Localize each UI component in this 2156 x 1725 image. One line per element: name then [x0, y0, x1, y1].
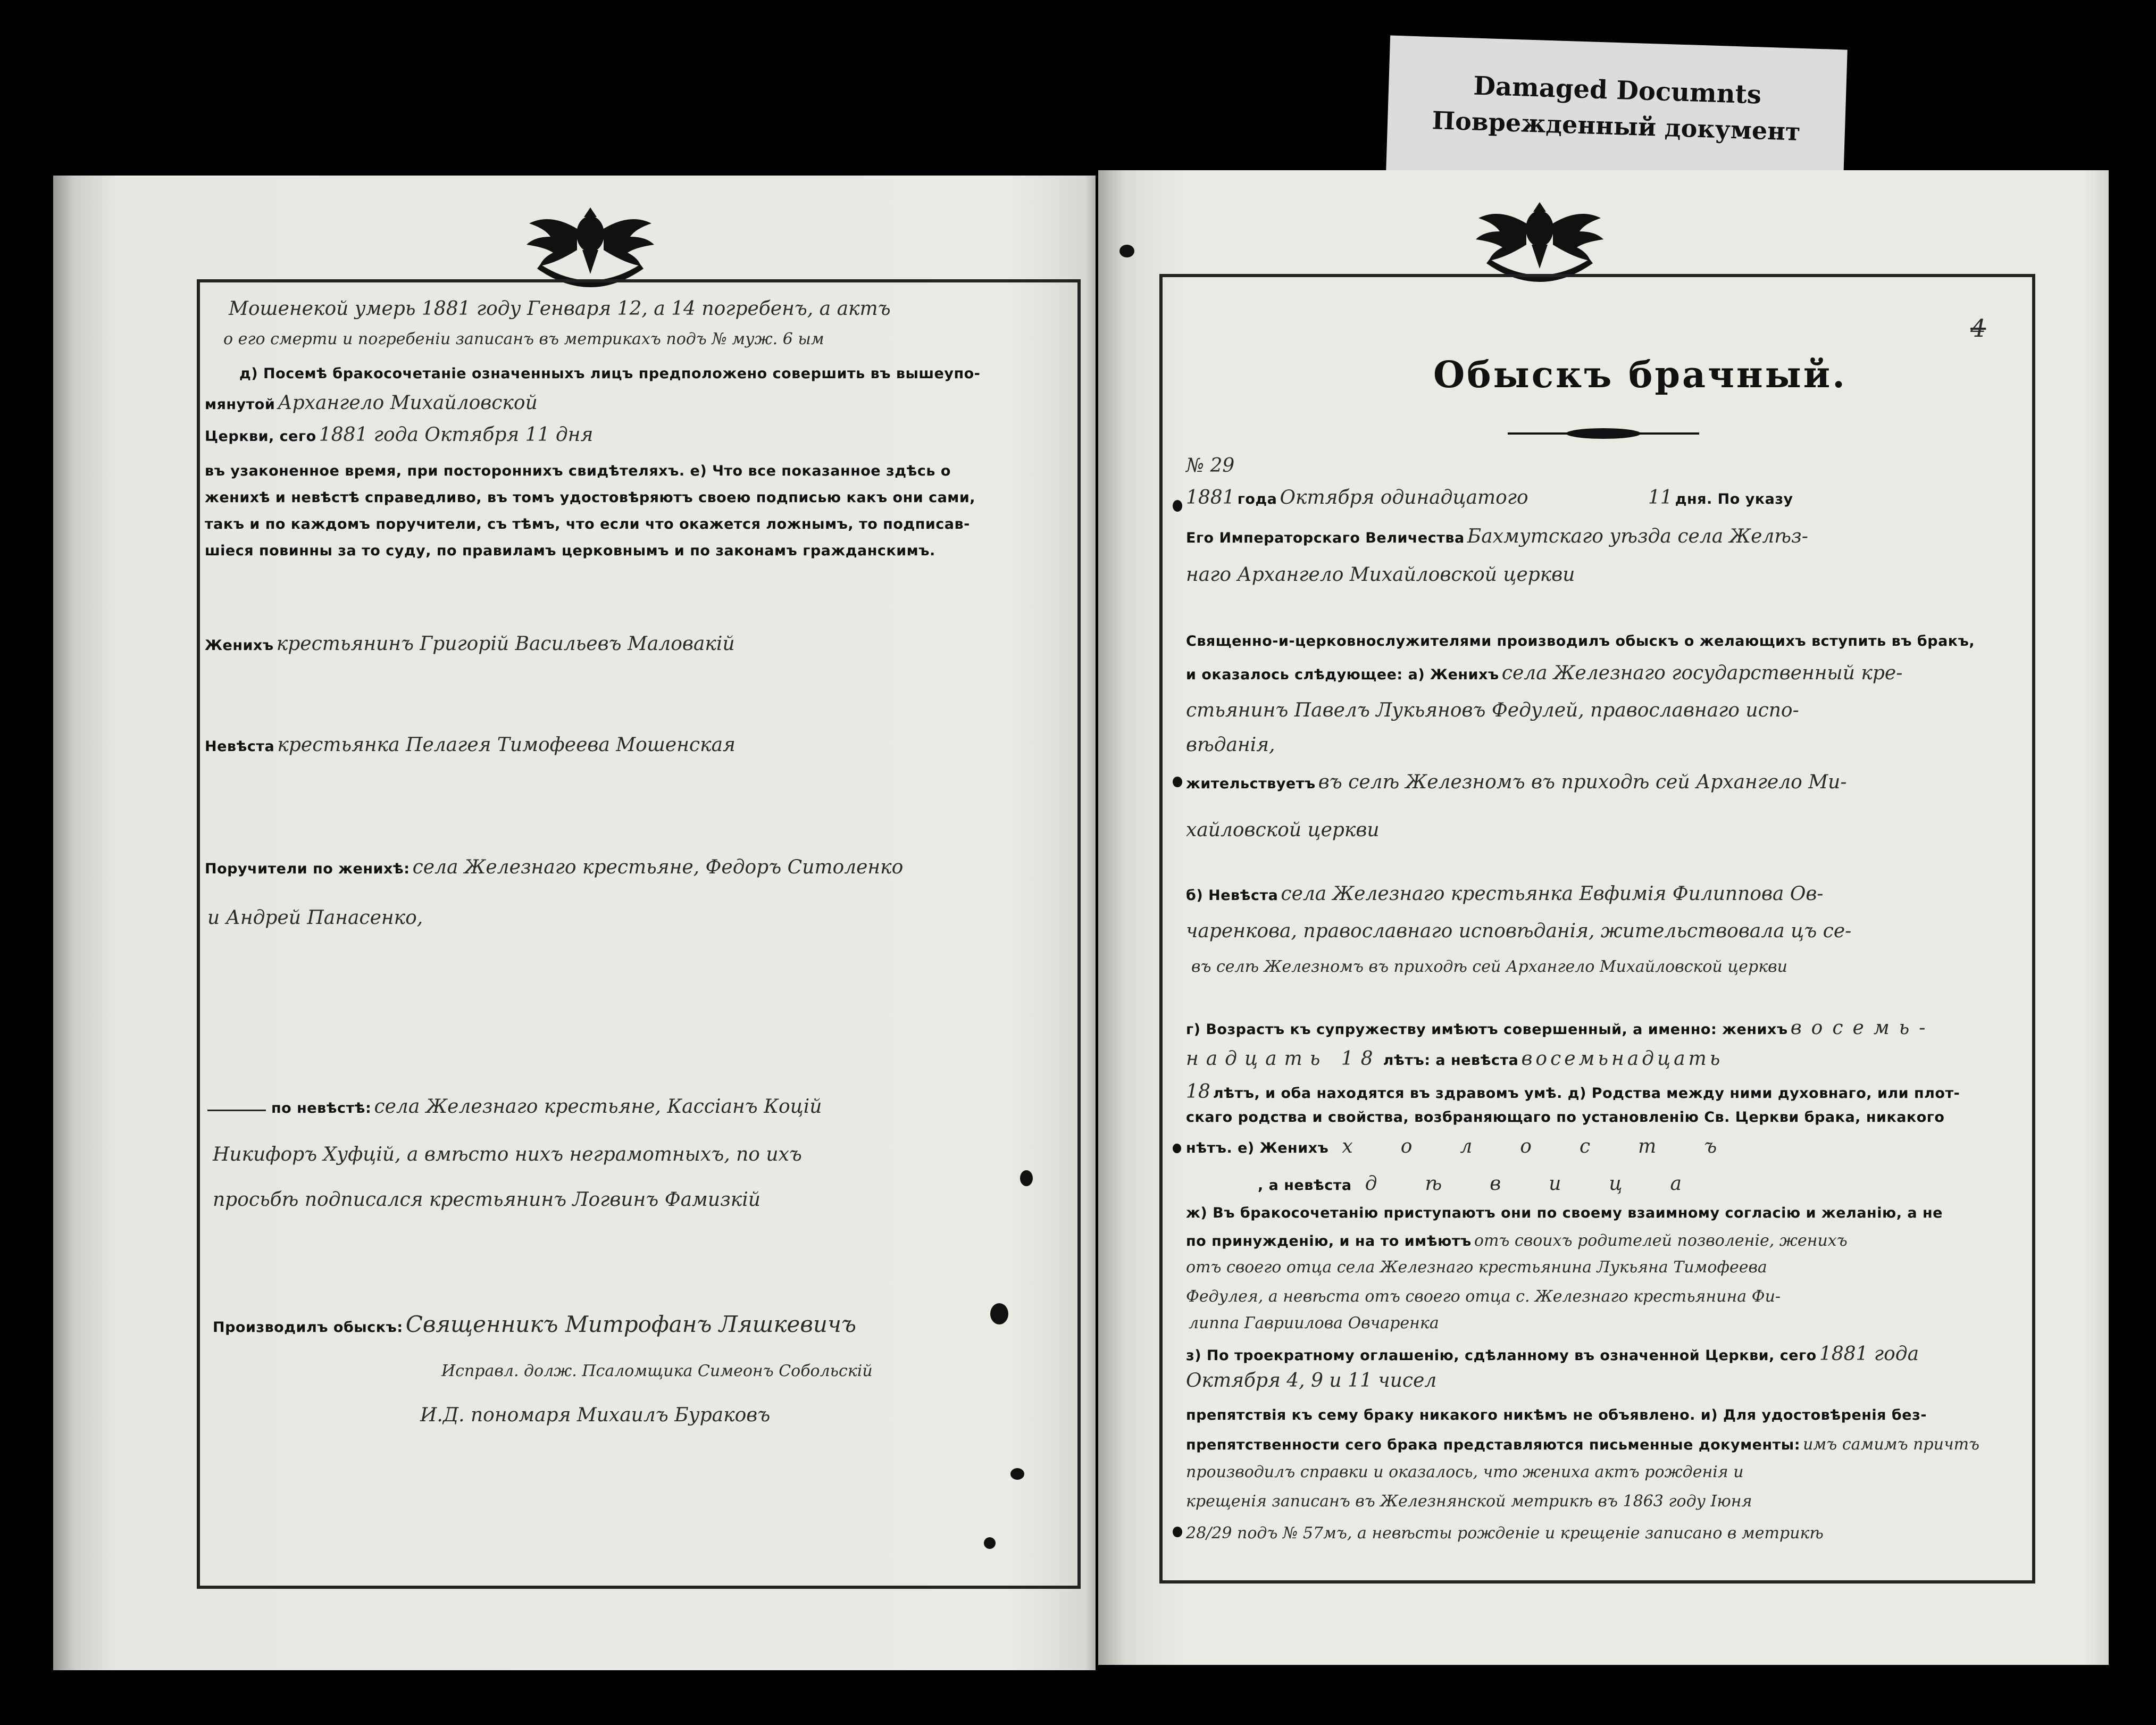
bride-hw: села Железнаго крестьянка Евфимія Филиппова Ов-	[1281, 883, 1824, 905]
right-line-24	[1186, 1343, 1919, 1365]
damage-hole	[984, 1537, 996, 1549]
dash-rule	[207, 1110, 266, 1111]
right-line-10	[1186, 883, 1823, 905]
left-page	[53, 176, 1096, 1670]
right-line-4: Священно-и-церковнослужителями производилъ обыскъ о желающихъ вступить въ бракъ,	[1186, 633, 1975, 649]
bride-entry	[205, 734, 736, 756]
groom-name: крестьянинъ Григорій Васильевъ Маловакій	[276, 633, 735, 655]
corner-mark: 4	[1970, 314, 1986, 343]
right-line-21: отъ своего отца села Железнаго крестьянина Лукьяна Тимофеева	[1186, 1258, 1767, 1277]
right-line-25: Октября 4, 9 и 11 чисел	[1186, 1370, 1437, 1391]
groom-label: Женихъ	[205, 637, 274, 654]
right-line-18	[1258, 1173, 1729, 1195]
consent-print: по принужденію, и на то имѣютъ	[1186, 1233, 1472, 1249]
year-word: года	[1237, 491, 1277, 507]
kinship-print: лѣтъ, и оба находятся въ здравомъ умѣ. д) Родства между ними духовнаго, или плот-	[1213, 1085, 1960, 1102]
right-line-27	[1186, 1435, 1979, 1454]
left-line-2: о его смерти и погребеніи записанъ въ метрикахъ подъ № муж. 6 ым	[223, 330, 824, 348]
right-line-30: 28/29 подъ № 57мъ, а невѣсты рожденіе и крещеніе записано в метрикѣ	[1186, 1524, 1824, 1543]
right-line-22: Федулея, а невѣста отъ своего отца с. Железнаго крестьянина Фи-	[1186, 1287, 1781, 1306]
parish-location: Бахмутскаго уѣзда села Желѣз-	[1467, 526, 1808, 547]
damage-hole	[1173, 1527, 1182, 1537]
groom-guarantors-line-2: и Андрей Панасенко,	[207, 907, 423, 929]
right-line-17	[1186, 1136, 1765, 1157]
left-line-8: такъ и по каждомъ поручители, съ тѣмъ, что если что окажется ложнымъ, то подписав-	[205, 516, 970, 532]
right-line-9: хайловской церкви	[1186, 819, 1380, 841]
bride-label: Невѣста	[205, 738, 275, 755]
right-line-3: наго Архангело Михайловской церкви	[1186, 564, 1575, 586]
right-line-29: крещенія записанъ въ Железнянской метрикѣ въ 1863 году Іюня	[1186, 1492, 1752, 1511]
bride-guarantors-label: по невѣстѣ:	[271, 1100, 372, 1116]
stamp-line-russian: Поврежденный документ	[1431, 106, 1801, 146]
bride-guarantors-line-1: села Железнаго крестьяне, Кассіанъ Коцій	[374, 1096, 822, 1118]
left-line-5-print: Церкви, сего	[205, 428, 316, 445]
right-line-19: ж) Въ бракосочетанію приступаютъ они по своему взаимному согласію и желанію, а не	[1186, 1205, 1943, 1221]
groom-print: и оказалось слѣдующее: а) Женихъ	[1186, 666, 1499, 683]
record-number: № 29	[1186, 455, 1235, 477]
bride-print: б) Невѣста	[1186, 887, 1278, 904]
left-line-5-hw: 1881 года Октября 11 дня	[319, 424, 594, 446]
performed-by-psalmist: Исправл. долж. Псаломщика Симеонъ Собольскій	[441, 1362, 873, 1380]
groom-status-print: нѣтъ. е) Женихъ	[1186, 1140, 1329, 1156]
right-line-23: липпа Гавриилова Овчаренка	[1189, 1314, 1439, 1332]
groom-entry	[205, 633, 735, 655]
right-line-20	[1186, 1231, 1848, 1250]
damage-hole	[1010, 1468, 1024, 1480]
left-line-7: женихѣ и невѣстѣ справедливо, въ томъ удостовѣряютъ своею подписью какъ они сами,	[205, 489, 976, 506]
right-line-26: препятствія къ сему браку никакого никѣмъ не объявлено. и) Для удостовѣренія без-	[1186, 1407, 1927, 1423]
right-line-15	[1186, 1081, 1960, 1103]
residence-hw: въ селѣ Железномъ въ приходѣ сей Архангело Ми-	[1318, 771, 1847, 793]
performed-by-sexton: И.Д. пономаря Михаилъ Бураковъ	[420, 1404, 771, 1426]
imperial-majesty-text: Его Императорскаго Величества	[1186, 530, 1465, 546]
right-line-8	[1186, 771, 1847, 793]
record-day: 11	[1648, 487, 1673, 509]
bride-status-print: , а невѣста	[1258, 1177, 1352, 1194]
left-line-6: въ узаконенное время, при постороннихъ свидѣтеляхъ. е) Что все показанное здѣсь о	[205, 463, 951, 479]
right-line-1	[1186, 487, 1793, 509]
right-line-12: въ селѣ Железномъ въ приходѣ сей Архангело Михайловской церкви	[1191, 957, 1787, 976]
documents-hw: имъ самимъ причтъ	[1803, 1435, 1980, 1454]
title-flourish	[1508, 426, 1699, 441]
right-line-6: стьянинъ Павелъ Лукьяновъ Федулей, православнаго испо-	[1186, 699, 1799, 721]
consent-hw: отъ своихъ родителей позволеніе, женихъ	[1474, 1231, 1848, 1250]
right-line-5	[1186, 662, 1902, 684]
damage-hole	[1173, 777, 1182, 787]
damage-hole	[990, 1303, 1008, 1324]
right-line-28: производилъ справки и оказалось, что жениха актъ рожденія и	[1186, 1463, 1744, 1481]
groom-status-hw: холостъ	[1342, 1136, 1765, 1157]
damage-hole	[1119, 245, 1134, 257]
damaged-document-stamp	[1386, 36, 1848, 186]
groom-guarantors-label: Поручители по женихѣ:	[205, 861, 410, 877]
performed-by-priest: Священникъ Митрофанъ Ляшкевичъ	[405, 1311, 856, 1337]
bride-name: крестьянка Пелагея Тимофеева Мошенская	[277, 734, 736, 756]
performed-by-label: Производилъ обыскъ:	[213, 1319, 403, 1336]
bride-guarantors-line-3: просьбѣ подписался крестьянинъ Логвинъ Фамизкій	[213, 1189, 761, 1211]
record-year: 1881	[1186, 487, 1235, 509]
right-line-16: скаго родства и свойства, возбраняющаго по установленію Св. Церкви брака, никакого	[1186, 1109, 1945, 1126]
record-title: Обыскъ брачный.	[1433, 354, 1847, 396]
bride-age-hw: восемьнадцать	[1521, 1048, 1724, 1070]
left-line-4	[205, 392, 538, 414]
bride-guarantors-entry	[207, 1096, 822, 1118]
banns-print: з) По троекратному оглашенію, сдѣланному въ означенной Церкви, сего	[1186, 1347, 1817, 1364]
left-line-9: шіеся повинны за то суду, по правиламъ церковнымъ и по законамъ гражданскимъ.	[205, 543, 935, 559]
record-month: Октября одинадцатого	[1280, 487, 1528, 509]
left-line-1: Мошенекой умерь 1881 году Генваря 12, а 14 погребенъ, а актъ	[229, 298, 891, 320]
day-word: дня. По указу	[1675, 491, 1793, 507]
damage-hole	[1173, 500, 1182, 512]
left-line-3: д) Посемѣ бракосочетаніе означенныхъ лицъ предположено совершить въ вышеупо-	[239, 365, 981, 382]
groom-hw: села Железнаго государственный кре-	[1501, 662, 1903, 684]
groom-guarantors-entry	[205, 856, 903, 878]
banns-year-hw: 1881 года	[1819, 1343, 1919, 1365]
left-line-4-print: мянутой	[205, 396, 275, 413]
groom-guarantors-line-1: села Железнаго крестьяне, Федоръ Ситоленко	[412, 856, 904, 878]
right-line-7: вѣданія,	[1186, 734, 1275, 756]
right-line-11: чаренкова, православнаго исповѣданія, жительствовала цъ се-	[1186, 920, 1852, 942]
bride-age-print: лѣтъ: а невѣста	[1383, 1052, 1519, 1069]
age-print: г) Возрастъ къ супружеству имѣютъ совершенный, а именно: женихъ	[1186, 1021, 1788, 1038]
left-line-4-hw: Архангело Михайловской	[278, 392, 538, 414]
bride-guarantors-line-2: Никифоръ Хуфцій, а вмѣсто нихъ неграмотныхъ, по ихъ	[213, 1144, 802, 1165]
damage-hole	[1020, 1170, 1033, 1186]
stamp-line-english: Damaged Documnts	[1473, 71, 1762, 110]
documents-print: препятственности сего брака представляются письменные документы:	[1186, 1437, 1800, 1453]
right-line-14	[1186, 1048, 1723, 1070]
groom-age-hw-2: надцать 18	[1186, 1048, 1381, 1070]
bride-age-number: 18	[1186, 1081, 1210, 1103]
bride-status-hw: дѣвица	[1365, 1173, 1729, 1195]
left-line-5	[205, 424, 593, 446]
groom-age-hw: восемь-	[1790, 1017, 1935, 1039]
damage-hole	[1173, 1144, 1181, 1153]
performed-by-entry	[213, 1311, 856, 1337]
residence-print: жительствуетъ	[1186, 776, 1316, 792]
right-line-2	[1186, 526, 1808, 547]
right-page	[1098, 170, 2109, 1665]
right-line-13	[1186, 1017, 1935, 1039]
